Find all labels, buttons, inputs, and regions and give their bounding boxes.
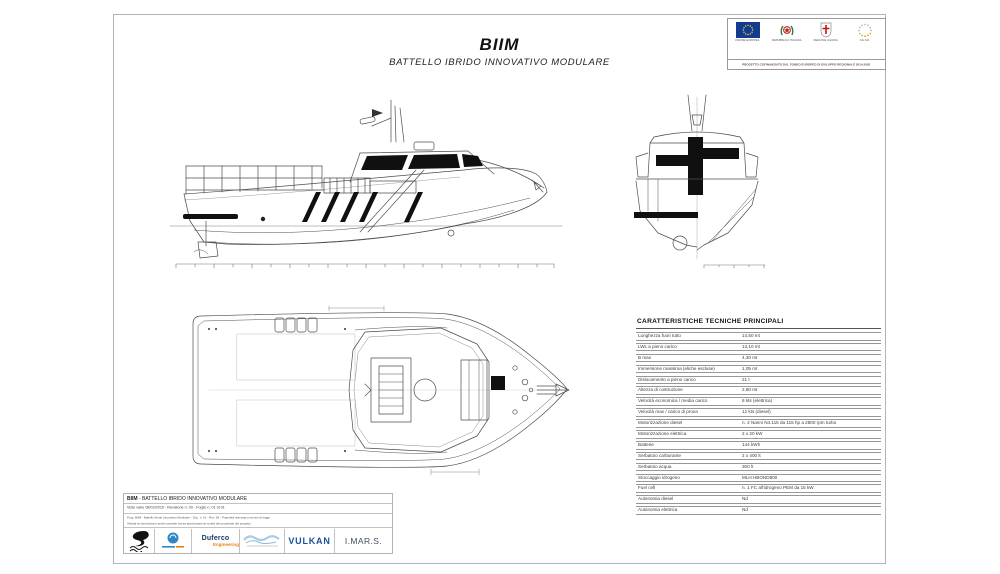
liguria-crest-icon — [819, 22, 833, 38]
front-view-drawing — [628, 93, 766, 275]
spec-label: Batterie — [638, 441, 654, 447]
spec-value: n. 1 FC all'idrogeno PEM da 15 kW — [742, 485, 814, 491]
spec-row — [636, 452, 881, 461]
italy-emblem-icon — [779, 22, 795, 38]
spec-label: Dislocamento a pieno carico — [638, 376, 696, 382]
spec-row — [636, 354, 881, 363]
partner-logo-vulkan — [285, 529, 335, 553]
funding-logo-caption: UNIONE EUROPEA — [735, 39, 760, 42]
spec-value: 4,30 mt — [742, 354, 758, 360]
spec-value: Nd — [742, 507, 748, 513]
spec-table — [636, 318, 881, 517]
partner-logo-script — [240, 529, 285, 553]
title-block-line1 — [124, 494, 392, 504]
spec-label: Velocità economica / media carico — [638, 398, 708, 404]
title-block-line4: Vietata la riproduzione anche parziale senza autorizzazione scritta dei proprietari del progetto — [127, 522, 251, 526]
spec-row — [636, 332, 881, 341]
spec-row — [636, 376, 881, 385]
funding-logo-caption: F.E.S.R. — [860, 39, 871, 42]
spec-row — [636, 463, 881, 472]
spec-value: 12 kts (diesel) — [742, 409, 771, 415]
partner-logo-circle — [155, 529, 192, 553]
wave-logo-icon — [127, 530, 151, 552]
top-view-drawing — [179, 304, 571, 476]
spec-label: Motorizzazione elettrica — [638, 431, 687, 437]
script-logo-icon — [242, 532, 282, 550]
funding-logo-caption: REPUBBLICA ITALIANA — [772, 39, 802, 42]
spec-value: MLH HBOND800 — [742, 474, 778, 480]
partner-logo-imars — [335, 529, 392, 553]
spec-label: Autonomia diesel — [638, 496, 674, 502]
spec-row — [636, 397, 881, 406]
spec-label: Serbatoio acqua — [638, 463, 672, 469]
spec-value: 300 lt — [742, 463, 754, 469]
spec-value: 8 kts (elettrica) — [742, 398, 773, 404]
partner-logo-strip — [124, 529, 392, 553]
spec-label: Motorizzazione diesel — [638, 420, 683, 426]
spec-row — [636, 441, 881, 450]
page-subtitle: BATTELLO IBRIDO INNOVATIVO MODULARE — [389, 57, 610, 68]
spec-value: Nd — [742, 496, 748, 502]
spec-row — [636, 408, 881, 417]
spec-value: 1,05 mt — [742, 365, 758, 371]
spec-value: 2 x 20 kW — [742, 431, 763, 437]
title-block-name: - BATTELLO IBRIDO INNOVATIVO MODULARE — [137, 496, 248, 502]
spec-value: 21 t — [742, 376, 750, 382]
page-title: BIIM — [479, 35, 520, 54]
eu-flag-icon — [736, 22, 760, 38]
spec-label: Velocità max / carico di prova — [638, 409, 698, 415]
spec-value: 13,10 mt — [742, 343, 760, 349]
spec-row — [636, 495, 881, 504]
imars-label: I.MAR.S. — [344, 536, 383, 546]
title-block-notes — [124, 514, 392, 528]
fesr-logo-icon — [857, 22, 874, 38]
title-block-code: BIIM — [127, 496, 138, 502]
spec-value: 14,50 mt — [742, 333, 760, 338]
drawing-sheet — [113, 14, 886, 564]
side-view-drawing — [164, 96, 568, 273]
partner-logo-wave — [124, 529, 155, 553]
spec-row — [636, 386, 881, 395]
duferco-label: Duferco — [201, 534, 230, 542]
title-block-line3: Prog. BIIM - Battello Ibrido Innovativo Modulare - Doc. n. 01 - Rev. 00 - Proprietà riservata a termini di legge — [127, 516, 271, 520]
title-block — [123, 493, 393, 554]
spec-label: Fuel cell — [638, 485, 656, 491]
spec-table-heading: CARATTERISTICHE TECNICHE PRINCIPALI — [636, 318, 881, 329]
spec-value: 2 x 400 lt — [742, 452, 761, 458]
spec-row — [636, 419, 881, 428]
spec-label: Serbatoio carburante — [638, 452, 681, 458]
spec-label: Stoccaggio idrogeno — [638, 474, 680, 480]
spec-label: Altezza di costruzione — [638, 387, 683, 393]
duferco-sublabel: Engineering — [212, 541, 239, 547]
spec-label: Autonomia elettrica — [638, 507, 678, 513]
title-block-line2: Viste varie 08/02/2019 - Revisione n. 00 - Foglio n. 01 di 01 — [124, 504, 392, 514]
spec-row — [636, 365, 881, 374]
spec-row — [636, 430, 881, 439]
spec-label: Lunghezza fuori tutto — [638, 333, 681, 338]
spec-row — [636, 474, 881, 483]
funding-logos-box — [727, 18, 886, 70]
spec-row — [636, 484, 881, 493]
spec-row — [636, 506, 881, 515]
spec-value: 2,80 mt — [742, 387, 758, 393]
spec-value: n. 2 Nanni N4.115 da 115 hp a 2800 rpm turbo — [742, 420, 837, 426]
funding-logo-italy — [769, 22, 805, 45]
spec-row — [636, 343, 881, 352]
funding-logo-liguria — [808, 22, 844, 45]
spec-value: 144 kWh — [742, 441, 761, 447]
funding-logo-fesr — [847, 22, 883, 45]
partner-logo-duferco — [192, 529, 240, 553]
circle-logo-icon — [158, 531, 188, 551]
vulkan-label: VULKAN — [288, 536, 331, 546]
spec-label: B max — [638, 354, 652, 360]
funding-logo-caption: REGIONE LIGURIA — [814, 39, 839, 42]
funding-banner: PROGETTO COFINANZIATO DAL FONDO EUROPEO DI SVILUPPO REGIONALE 2014-2020 — [728, 59, 885, 69]
funding-logo-eu — [730, 22, 766, 45]
spec-label: LWL a pieno carico — [638, 343, 677, 349]
spec-label: Immersione massima (eliche escluse) — [638, 365, 715, 371]
